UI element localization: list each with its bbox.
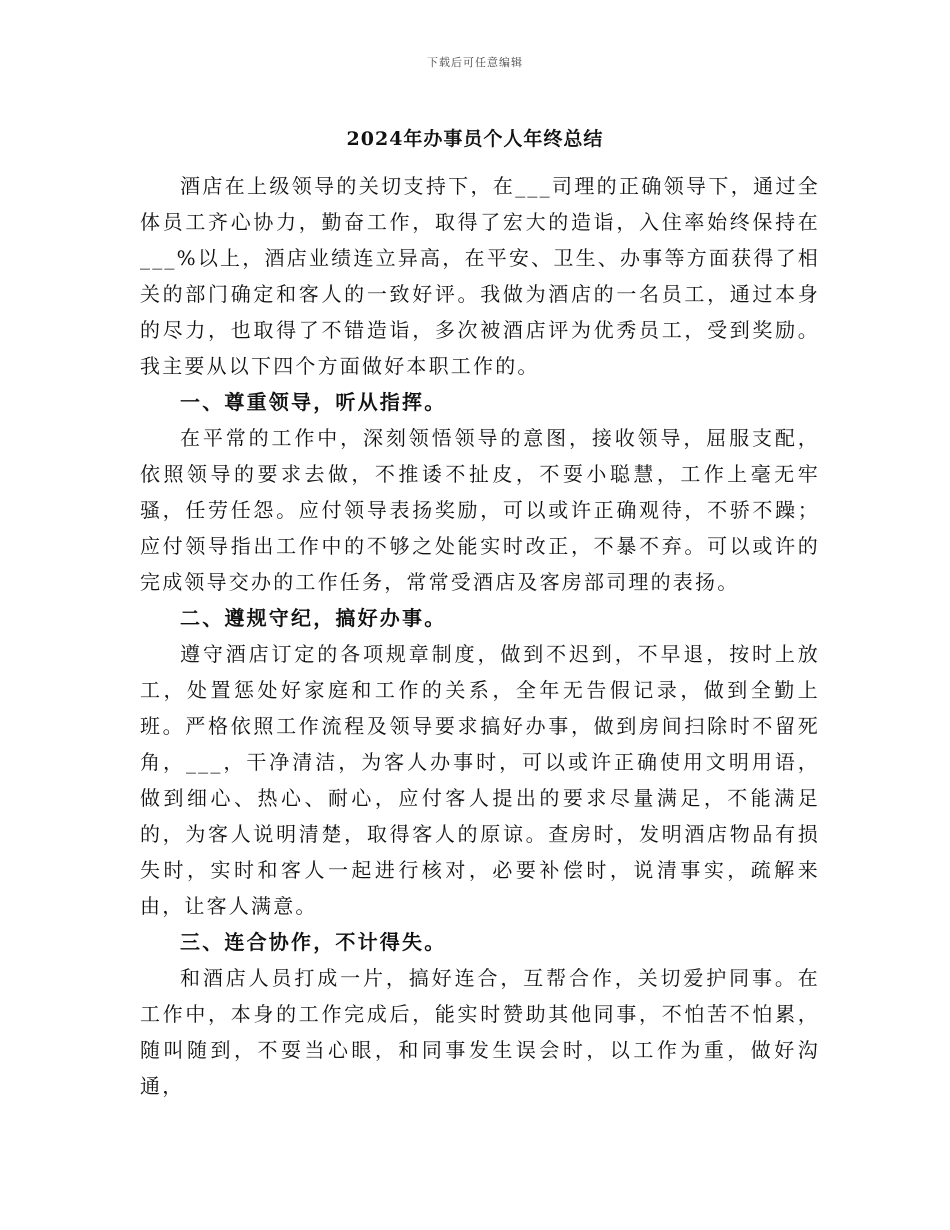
document-body <box>140 168 820 1104</box>
section-heading-1: 一、尊重领导，听从指挥。 <box>180 390 447 414</box>
section-heading-2: 二、遵规守纪，搞好办事。 <box>180 606 447 630</box>
section-paragraph-2: 遵守酒店订定的各项规章制度，做到不迟到，不早退，按时上放工，处置惩处好家庭和工作的关系，全年无告假记录，做到全勤上班。严格依照工作流程及领导要求搞好办事，做到房间扫除时不留死角，___，干净清洁，为客人办事时，可以或许正确使用文明用语，做到细心、热心、耐心，应付客人提出的要求尽量满足，不能满足的，为客人说明清楚，取得客人的原谅。查房时，发明酒店物品有损失时，实时和客人一起进行核对，必要补偿时，说清事实，疏解来由，让客人满意。 <box>140 642 820 918</box>
header-note: 下载后可任意编辑 <box>427 56 523 69</box>
section-heading-3: 三、连合协作，不计得失。 <box>180 930 447 954</box>
intro-paragraph: 酒店在上级领导的关切支持下，在___司理的正确领导下，通过全体员工齐心协力，勤奋工作，取得了宏大的造诣，入住率始终保持在___%以上，酒店业绩连立异高，在平安、卫生、办事等方面获得了相关的部门确定和客人的一致好评。我做为酒店的一名员工，通过本身的尽力，也取得了不错造诣，多次被酒店评为优秀员工，受到奖励。我主要从以下四个方面做好本职工作的。 <box>140 174 820 378</box>
section-paragraph-1: 在平常的工作中，深刻领悟领导的意图，接收领导，屈服支配，依照领导的要求去做，不推诿不扯皮，不耍小聪慧，工作上毫无牢骚，任劳任怨。应付领导表扬奖励，可以或许正确观待，不骄不躁；应付领导指出工作中的不够之处能实时改正，不暴不弃。可以或许的完成领导交办的工作任务，常常受酒店及客房部司理的表扬。 <box>140 426 820 594</box>
document-title: 2024年办事员个人年终总结 <box>346 128 604 150</box>
section-paragraph-3: 和酒店人员打成一片，搞好连合，互帮合作，关切爱护同事。在工作中，本身的工作完成后，能实时赞助其他同事，不怕苦不怕累，随叫随到，不耍当心眼，和同事发生误会时，以工作为重，做好沟通， <box>140 966 820 1098</box>
